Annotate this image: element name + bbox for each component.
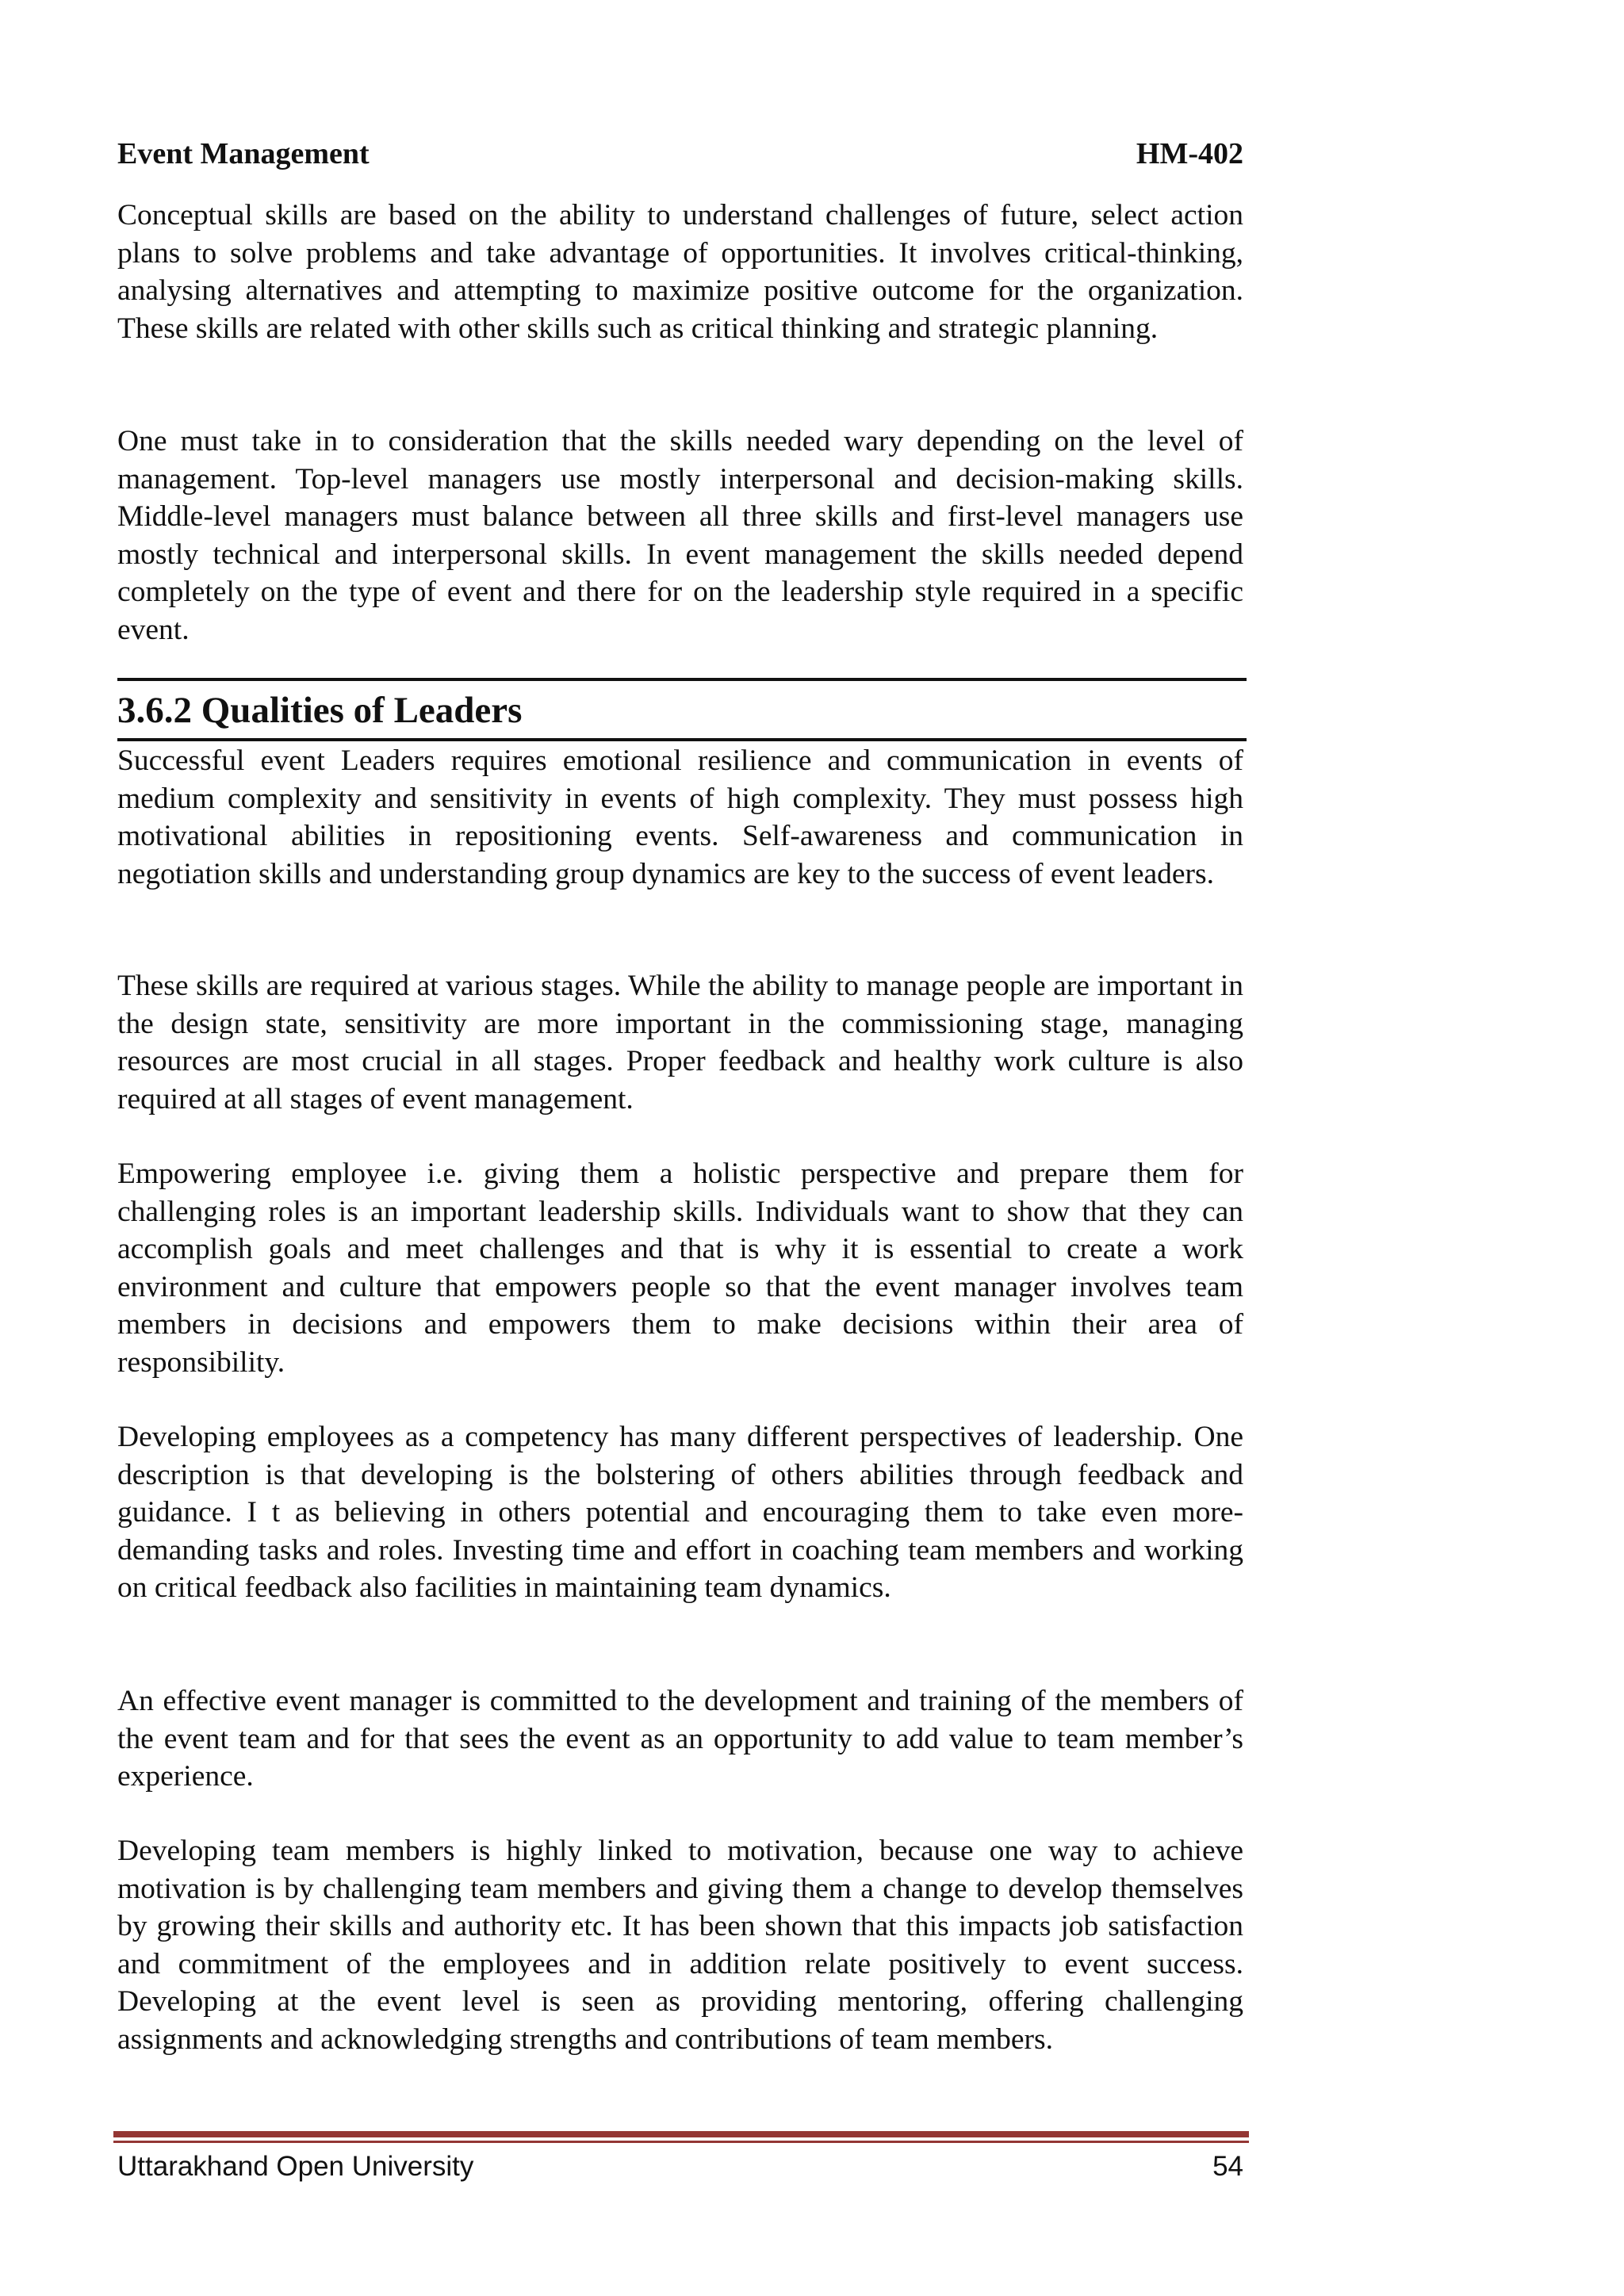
section-heading: 3.6.2 Qualities of Leaders [117,690,523,731]
section-bottom-rule [117,738,1247,741]
footer-rule-thick [113,2131,1249,2137]
paragraph-successful-leaders: Successful event Leaders requires emotional resilience and communication in events of medium complexity and sensitivity in events of high complexity. They must possess high motivational abilities in repositioning events. Self-awareness and communication in negotiation skills and understanding group dynamics are key to the success of event leaders. [117,744,1243,890]
course-title: Event Management [117,137,370,170]
paragraph-skills-stages: These skills are required at various stages. While the ability to manage people are important in the design state, sensitivity are more important in the commissioning stage, managing resources are most crucial in all stages. Proper feedback and healthy work culture is also required at all stages of event management. [117,970,1243,1115]
paragraph-empowering-employee: Empowering employee i.e. giving them a holistic perspective and prepare them for challenging roles is an important leadership skills. Individuals want to show that they can accomplish goals and meet challenges and that is why it is essential to create a work environment and culture that empowers people so that the event manager involves team members in decisions and empowers them to make decisions within their area of responsibility. [117,1158,1243,1379]
institution-name: Uttarakhand Open University [117,2151,474,2182]
page-header [117,135,1243,173]
section-top-rule [117,678,1247,681]
paragraph-skills-by-level: One must take in to consideration that the skills needed wary depending on the level of management. Top-level managers use mostly interpersonal and decision-making skills. Middle-level managers must balance between all three skills and first-level managers use mostly technical and interpersonal skills. In event management the skills needed depend completely on the type of event and there for on the leadership style required in a specific event. [117,425,1243,646]
page-number: 54 [1212,2151,1243,2182]
paragraph-developing-employees: Developing employees as a competency has many different perspectives of leadership. One description is that developing is the bolstering of others abilities through feedback and guidance. I t as believing in others potential and encouraging them to take even more-demanding tasks and roles. Investing time and effort in coaching team members and working on critical feedback also facilities in maintaining team dynamics. [117,1421,1243,1604]
paragraph-effective-manager: An effective event manager is committed to the development and training of the members of the event team and for that sees the event as an opportunity to add value to team member’s experience. [117,1685,1243,1793]
footer-rule-thin [113,2141,1249,2143]
page-footer [117,2149,1243,2184]
course-code: HM-402 [1136,137,1243,170]
paragraph-motivation: Developing team members is highly linked to motivation, because one way to achieve motivation is by challenging team members and giving them a change to develop themselves by growing their skills and authority etc. It has been shown that this impacts job satisfaction and commitment of the employees and in addition relate positively to event success. Developing at the event level is seen as providing mentoring, offering challenging assignments and acknowledging strengths and contributions of team members. [117,1835,1243,2056]
paragraph-conceptual-skills: Conceptual skills are based on the ability to understand challenges of future, select action plans to solve problems and take advantage of opportunities. It involves critical-thinking, analysing alternatives and attempting to maximize positive outcome for the organization. These skills are related with other skills such as critical thinking and strategic planning. [117,199,1243,345]
